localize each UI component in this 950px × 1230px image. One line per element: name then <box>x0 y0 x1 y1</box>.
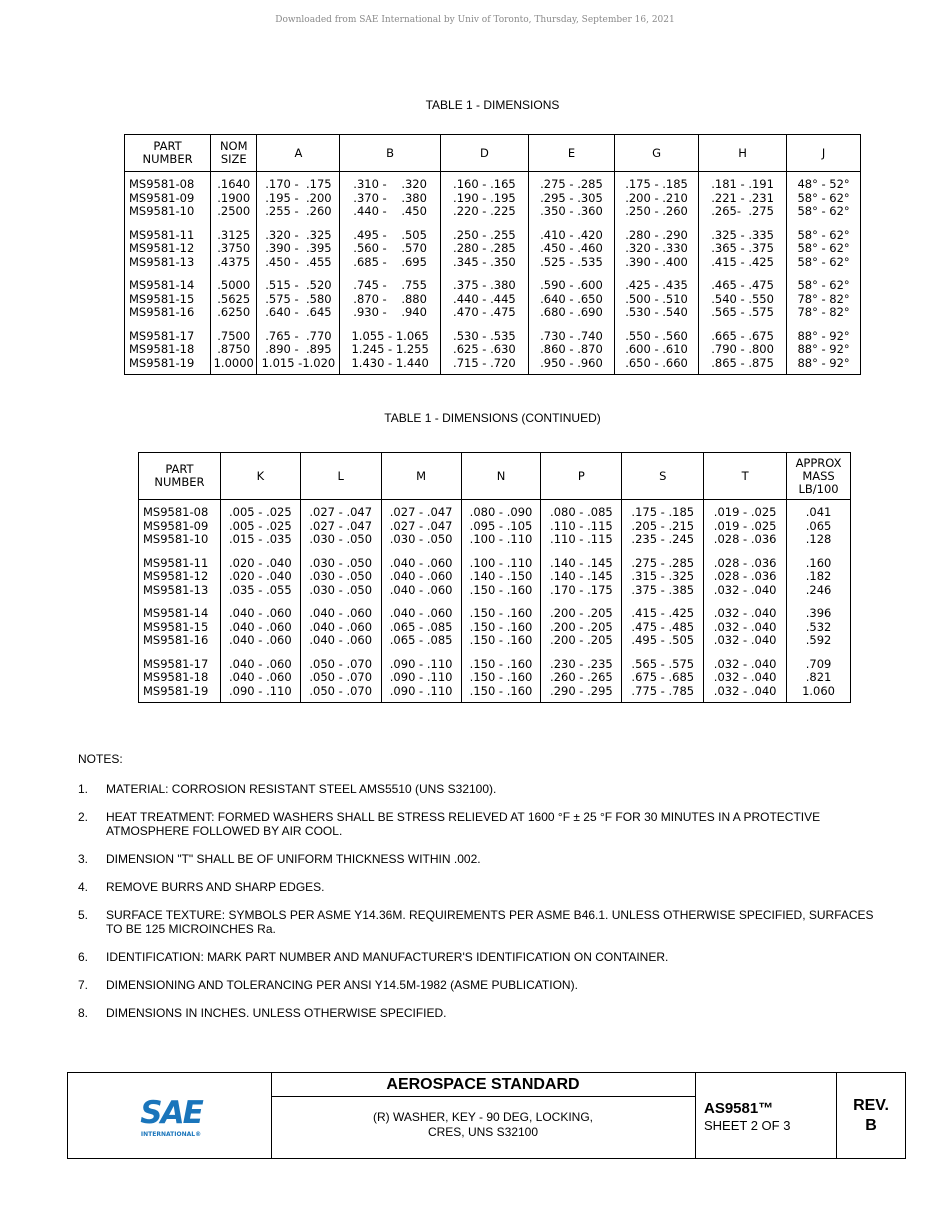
title-line-2: CRES, UNS S32100 <box>427 1125 539 1139</box>
column-header: E <box>528 135 614 172</box>
table-row-group <box>125 273 861 324</box>
table-row-group <box>139 601 851 652</box>
table-cell: .375 - .380 .440 - .445 .470 - .475 <box>440 273 528 324</box>
table-cell: .465 - .475 .540 - .550 .565 - .575 <box>699 273 787 324</box>
note-item <box>78 950 878 964</box>
column-header: M <box>381 453 461 500</box>
column-header: A <box>257 135 340 172</box>
table-row-group <box>139 652 851 703</box>
column-header: J <box>787 135 861 172</box>
note-text: DIMENSIONS IN INCHES. UNLESS OTHERWISE SPECIFIED. <box>106 1006 447 1020</box>
table-cell: .028 - .036 .028 - .036 .032 - .040 <box>704 551 787 602</box>
part-number-cell: MS9581-14 MS9581-15 MS9581-16 <box>125 273 211 324</box>
note-item <box>78 880 878 894</box>
table1-header-row <box>125 135 861 172</box>
column-header: APPROX MASS LB/100 <box>787 453 851 500</box>
note-number: 3. <box>78 852 89 866</box>
note-number: 1. <box>78 782 89 796</box>
revision-label: REV. <box>853 1097 889 1114</box>
note-text: IDENTIFICATION: MARK PART NUMBER AND MANUFACTURER'S IDENTIFICATION ON CONTAINER. <box>106 950 669 964</box>
table-cell: .040 - .060 .040 - .060 .040 - .060 <box>300 601 381 652</box>
table-cell: .032 - .040 .032 - .040 .032 - .040 <box>704 601 787 652</box>
note-text: MATERIAL: CORROSION RESISTANT STEEL AMS5510 (UNS S32100). <box>106 782 497 796</box>
part-number-cell: MS9581-08 MS9581-09 MS9581-10 <box>139 500 221 551</box>
table-cell: .032 - .040 .032 - .040 .032 - .040 <box>704 652 787 703</box>
standard-type: AEROSPACE STANDARD <box>271 1073 695 1097</box>
download-watermark: Downloaded from SAE International by Univ of Toronto, Thursday, September 16, 2021 <box>275 15 675 25</box>
table-cell: 88° - 92° 88° - 92° 88° - 92° <box>787 324 861 375</box>
svg-text:SAE: SAE <box>140 1095 202 1131</box>
table-cell: .1640 .1900 .2500 <box>211 172 257 223</box>
revision-value: B <box>865 1117 877 1134</box>
table-cell: .019 - .025 .019 - .025 .028 - .036 <box>704 500 787 551</box>
table-cell: .550 - .560 .600 - .610 .650 - .660 <box>615 324 699 375</box>
table-cell: .745 - .755 .870 - .880 .930 - .940 <box>340 273 440 324</box>
table1-body <box>125 172 861 375</box>
notes-list <box>78 782 878 1020</box>
table-cell: .415 - .425 .475 - .485 .495 - .505 <box>622 601 704 652</box>
title-block <box>67 1072 906 1159</box>
table-cell: .160 - .165 .190 - .195 .220 - .225 <box>440 172 528 223</box>
table-cell: .040 - .060 .065 - .085 .065 - .085 <box>381 601 461 652</box>
part-number-cell: MS9581-11 MS9581-12 MS9581-13 <box>125 223 211 274</box>
title-cell <box>271 1073 696 1158</box>
title-line-1: (R) WASHER, KEY - 90 DEG, LOCKING, <box>372 1110 594 1124</box>
table-cell: .325 - .335 .365 - .375 .415 - .425 <box>699 223 787 274</box>
dimensions-continued-table <box>138 452 851 703</box>
sae-logo-icon <box>136 1093 206 1141</box>
note-item <box>78 852 878 866</box>
part-number-cell: MS9581-11 MS9581-12 MS9581-13 <box>139 551 221 602</box>
table-cell: .275 - .285 .315 - .325 .375 - .385 <box>622 551 704 602</box>
part-number-cell: MS9581-14 MS9581-15 MS9581-16 <box>139 601 221 652</box>
table-cell: .7500 .8750 1.0000 <box>211 324 257 375</box>
table-cell: .175 - .185 .205 - .215 .235 - .245 <box>622 500 704 551</box>
table-cell: .230 - .235 .260 - .265 .290 - .295 <box>541 652 622 703</box>
column-header: P <box>541 453 622 500</box>
table-cell: .565 - .575 .675 - .685 .775 - .785 <box>622 652 704 703</box>
table-cell: .515 - .520 .575 - .580 .640 - .645 <box>257 273 340 324</box>
note-number: 5. <box>78 908 89 922</box>
table-cell: .040 - .060 .040 - .060 .040 - .060 <box>220 601 300 652</box>
table-cell: .590 - .600 .640 - .650 .680 - .690 <box>528 273 614 324</box>
column-header: D <box>440 135 528 172</box>
note-number: 8. <box>78 1006 89 1020</box>
table-cell: .250 - .255 .280 - .285 .345 - .350 <box>440 223 528 274</box>
table-cell: .410 - .420 .450 - .460 .525 - .535 <box>528 223 614 274</box>
table-cell: .140 - .145 .140 - .145 .170 - .175 <box>541 551 622 602</box>
table-cell: .310 - .320 .370 - .380 .440 - .450 <box>340 172 440 223</box>
note-text: REMOVE BURRS AND SHARP EDGES. <box>106 880 325 894</box>
dimensions-table <box>124 134 861 375</box>
note-text: SURFACE TEXTURE: SYMBOLS PER ASME Y14.36M. REQUIREMENTS PER ASME B46.1. UNLESS OTHERWISE SPECIFIED, SURFACES TO BE 125 MICROINCHES Ra. <box>106 908 874 936</box>
table-row-group <box>139 500 851 551</box>
note-text: DIMENSION "T" SHALL BE OF UNIFORM THICKNESS WITHIN .002. <box>106 852 481 866</box>
note-number: 2. <box>78 810 89 824</box>
table-cell: .041 .065 .128 <box>787 500 851 551</box>
table-cell: .100 - .110 .140 - .150 .150 - .160 <box>461 551 541 602</box>
table-cell: .175 - .185 .200 - .210 .250 - .260 <box>615 172 699 223</box>
table-cell: .730 - .740 .860 - .870 .950 - .960 <box>528 324 614 375</box>
note-text: DIMENSIONING AND TOLERANCING PER ANSI Y14.5M-1982 (ASME PUBLICATION). <box>106 978 578 992</box>
table-cell: .170 - .175 .195 - .200 .255 - .260 <box>257 172 340 223</box>
table-cell: 1.055 - 1.065 1.245 - 1.255 1.430 - 1.440 <box>340 324 440 375</box>
table-cell: .040 - .060 .040 - .060 .040 - .060 <box>381 551 461 602</box>
table-cell: .495 - .505 .560 - .570 .685 - .695 <box>340 223 440 274</box>
table-cell: .027 - .047 .027 - .047 .030 - .050 <box>300 500 381 551</box>
note-number: 4. <box>78 880 89 894</box>
table-cell: 58° - 62° 78° - 82° 78° - 82° <box>787 273 861 324</box>
part-number-cell: MS9581-17 MS9581-18 MS9581-19 <box>139 652 221 703</box>
notes-section <box>78 752 878 1034</box>
table-row-group <box>125 172 861 223</box>
table1-title: TABLE 1 - DIMENSIONS <box>425 98 560 112</box>
note-text: HEAT TREATMENT: FORMED WASHERS SHALL BE STRESS RELIEVED AT 1600 °F ± 25 °F FOR 30 MINUTES IN A PROTECTIVE ATMOSPHERE FOLLOWED BY AIR COOL. <box>106 810 821 838</box>
table-cell: .280 - .290 .320 - .330 .390 - .400 <box>615 223 699 274</box>
table-cell: .5000 .5625 .6250 <box>211 273 257 324</box>
table2-body <box>139 500 851 703</box>
table-cell: .181 - .191 .221 - .231 .265- .275 <box>699 172 787 223</box>
revision-cell <box>837 1073 905 1158</box>
document-number-cell <box>696 1073 837 1158</box>
note-number: 6. <box>78 950 89 964</box>
table-row-group <box>125 324 861 375</box>
note-item <box>78 978 878 992</box>
notes-heading: NOTES: <box>78 752 123 766</box>
sheet-number: SHEET 2 OF 3 <box>704 1118 791 1133</box>
table-cell: .080 - .090 .095 - .105 .100 - .110 <box>461 500 541 551</box>
table-cell: .040 - .060 .040 - .060 .090 - .110 <box>220 652 300 703</box>
table-cell: .275 - .285 .295 - .305 .350 - .360 <box>528 172 614 223</box>
table-cell: .160 .182 .246 <box>787 551 851 602</box>
document-number: AS9581™ <box>704 1100 774 1117</box>
table-cell: .200 - .205 .200 - .205 .200 - .205 <box>541 601 622 652</box>
note-item <box>78 810 878 838</box>
table2-header-row <box>139 453 851 500</box>
column-header: NOM SIZE <box>211 135 257 172</box>
table-cell: .030 - .050 .030 - .050 .030 - .050 <box>300 551 381 602</box>
table-cell: .027 - .047 .027 - .047 .030 - .050 <box>381 500 461 551</box>
table-cell: .765 - .770 .890 - .895 1.015 -1.020 <box>257 324 340 375</box>
column-header: K <box>220 453 300 500</box>
note-item <box>78 908 878 936</box>
column-header: S <box>622 453 704 500</box>
table-cell: .665 - .675 .790 - .800 .865 - .875 <box>699 324 787 375</box>
table-cell: .020 - .040 .020 - .040 .035 - .055 <box>220 551 300 602</box>
column-header: H <box>699 135 787 172</box>
note-item <box>78 782 878 796</box>
table-cell: .150 - .160 .150 - .160 .150 - .160 <box>461 601 541 652</box>
table-cell: .150 - .160 .150 - .160 .150 - .160 <box>461 652 541 703</box>
table-cell: 58° - 62° 58° - 62° 58° - 62° <box>787 223 861 274</box>
note-number: 7. <box>78 978 89 992</box>
column-header: N <box>461 453 541 500</box>
part-number-cell: MS9581-17 MS9581-18 MS9581-19 <box>125 324 211 375</box>
table-cell: 48° - 52° 58° - 62° 58° - 62° <box>787 172 861 223</box>
table-cell: .709 .821 1.060 <box>787 652 851 703</box>
table-cell: .396 .532 .592 <box>787 601 851 652</box>
table-cell: .425 - .435 .500 - .510 .530 - .540 <box>615 273 699 324</box>
column-header: B <box>340 135 440 172</box>
column-header: L <box>300 453 381 500</box>
logo-cell <box>68 1073 272 1158</box>
table-row-group <box>139 551 851 602</box>
column-header: T <box>704 453 787 500</box>
part-number-cell: MS9581-08 MS9581-09 MS9581-10 <box>125 172 211 223</box>
table-cell: .005 - .025 .005 - .025 .015 - .035 <box>220 500 300 551</box>
table-cell: .050 - .070 .050 - .070 .050 - .070 <box>300 652 381 703</box>
document-title <box>271 1097 695 1140</box>
table2-title: TABLE 1 - DIMENSIONS (CONTINUED) <box>384 411 601 425</box>
svg-text:INTERNATIONAL®: INTERNATIONAL® <box>140 1131 202 1138</box>
column-header: PART NUMBER <box>125 135 211 172</box>
table-cell: .080 - .085 .110 - .115 .110 - .115 <box>541 500 622 551</box>
table-cell: .530 - .535 .625 - .630 .715 - .720 <box>440 324 528 375</box>
table-cell: .090 - .110 .090 - .110 .090 - .110 <box>381 652 461 703</box>
table-cell: .3125 .3750 .4375 <box>211 223 257 274</box>
column-header: G <box>615 135 699 172</box>
table-row-group <box>125 223 861 274</box>
note-item <box>78 1006 878 1020</box>
table-cell: .320 - .325 .390 - .395 .450 - .455 <box>257 223 340 274</box>
column-header: PART NUMBER <box>139 453 221 500</box>
